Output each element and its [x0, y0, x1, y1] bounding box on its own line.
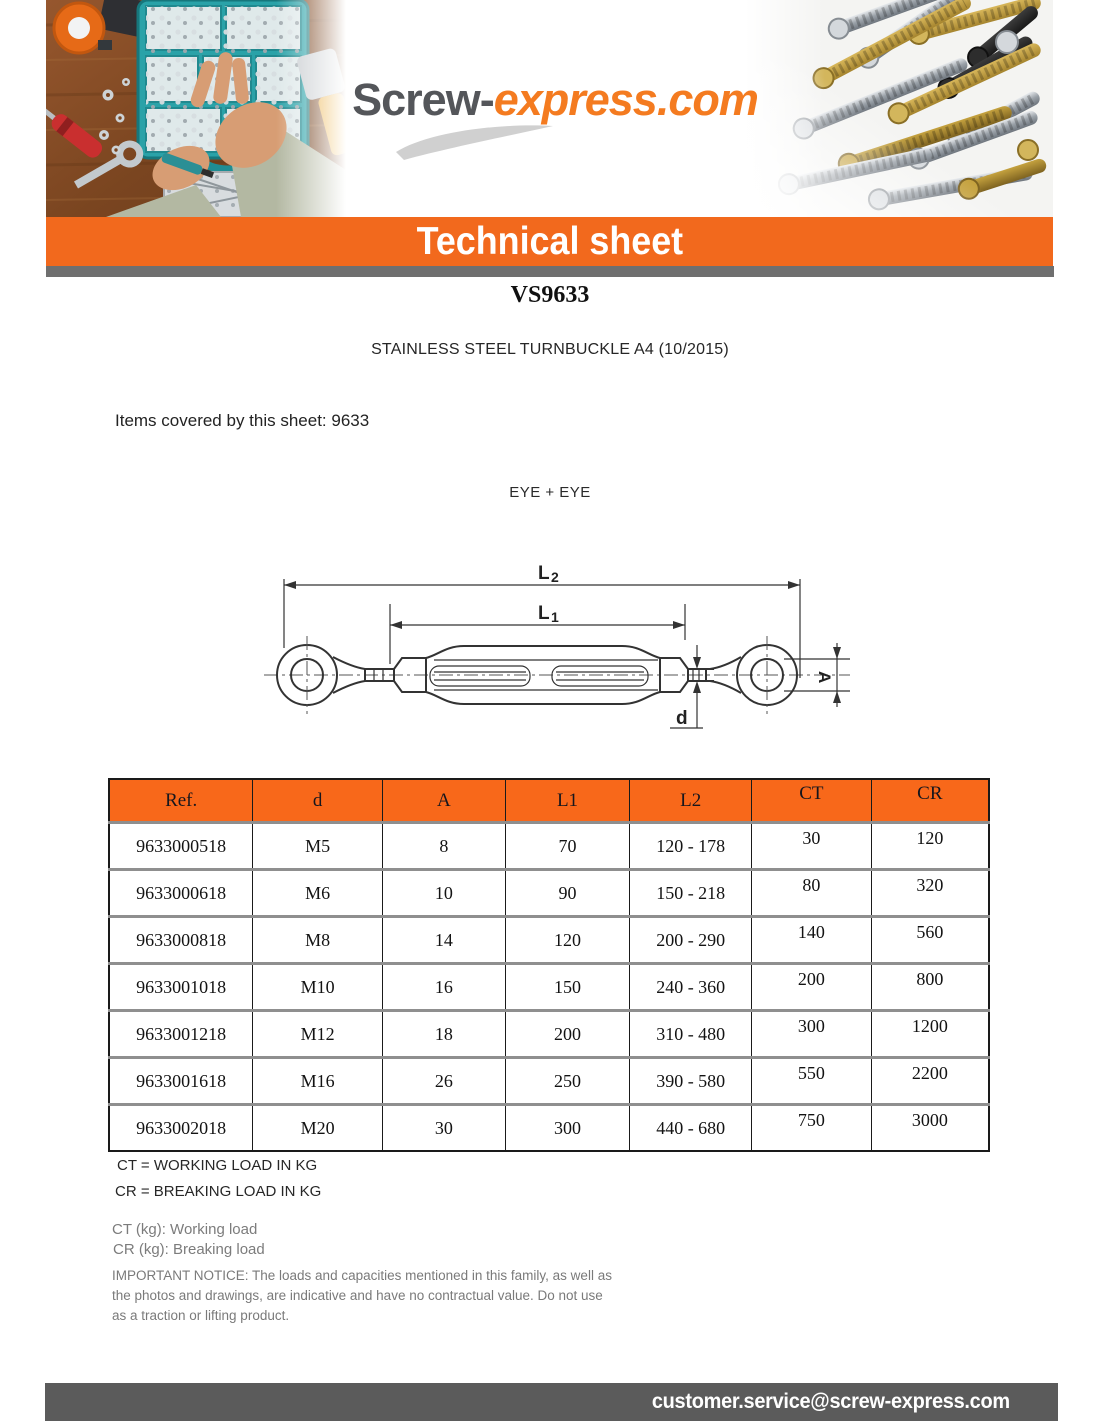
- workbench-photo: [46, 0, 346, 217]
- table-row: [109, 1058, 989, 1105]
- cell-ct: 550: [752, 1058, 872, 1105]
- cell-cr: 120: [871, 823, 989, 870]
- cell-l1: 90: [505, 870, 630, 917]
- cell-l2: 310 - 480: [630, 1011, 752, 1058]
- table-row: [109, 964, 989, 1011]
- important-notice: IMPORTANT NOTICE: The loads and capacities mentioned in this family, as well as the photos and drawings, are indicative and have no contractual value. Do not use as a traction or lifting product.: [112, 1268, 612, 1323]
- spec-table-header-row: [109, 779, 989, 823]
- col-header-cr: CR: [871, 779, 989, 823]
- cell-ct: 750: [752, 1105, 872, 1152]
- cell-a: 26: [383, 1058, 506, 1105]
- cell-cr: 320: [871, 870, 989, 917]
- turnbuckle-technical-drawing: [262, 552, 852, 737]
- ct-definition: CT = WORKING LOAD IN KG: [117, 1157, 318, 1174]
- banner-underline: [46, 266, 1054, 277]
- cell-ct: 80: [752, 870, 872, 917]
- cell-l1: 150: [505, 964, 630, 1011]
- logo-swoosh: [388, 122, 558, 162]
- page-subtitle: STAINLESS STEEL TURNBUCKLE A4 (10/2015): [371, 341, 729, 358]
- cell-a: 10: [383, 870, 506, 917]
- cell-ref: 9633002018: [109, 1105, 253, 1152]
- cell-l1: 120: [505, 917, 630, 964]
- cell-ref: 9633000818: [109, 917, 253, 964]
- table-row: [109, 1105, 989, 1152]
- spec-table: [108, 778, 990, 1152]
- screw-pile-photo: [745, 0, 1053, 217]
- cr-kg-note: CR (kg): Breaking load: [113, 1241, 265, 1258]
- table-row: [109, 1011, 989, 1058]
- brand-logo: [340, 74, 770, 126]
- cell-cr: 560: [871, 917, 989, 964]
- cell-cr: 1200: [871, 1011, 989, 1058]
- cell-ref: 9633001218: [109, 1011, 253, 1058]
- cell-a: 30: [383, 1105, 506, 1152]
- dim-a-label: A: [815, 671, 834, 684]
- dim-l2-sub: 2: [551, 569, 559, 585]
- dim-l1-label: L: [538, 603, 550, 624]
- cell-ref: 9633001618: [109, 1058, 253, 1105]
- cell-d: M16: [253, 1058, 383, 1105]
- table-row: [109, 870, 989, 917]
- cell-ct: 140: [752, 917, 872, 964]
- cell-ref: 9633001018: [109, 964, 253, 1011]
- cell-l2: 440 - 680: [630, 1105, 752, 1152]
- col-header-d: d: [253, 779, 383, 823]
- dim-d-label: d: [676, 708, 688, 729]
- cell-d: M20: [253, 1105, 383, 1152]
- cell-a: 14: [383, 917, 506, 964]
- cell-ref: 9633000518: [109, 823, 253, 870]
- cell-cr: 800: [871, 964, 989, 1011]
- cell-l1: 300: [505, 1105, 630, 1152]
- cell-ct: 30: [752, 823, 872, 870]
- banner-title: Technical sheet: [416, 220, 683, 263]
- cell-d: M8: [253, 917, 383, 964]
- cell-l2: 150 - 218: [630, 870, 752, 917]
- customer-service-email: customer.service@screw-express.com: [651, 1390, 1010, 1413]
- cell-d: M10: [253, 964, 383, 1011]
- cell-l1: 200: [505, 1011, 630, 1058]
- items-covered-line: Items covered by this sheet: 9633: [115, 411, 370, 430]
- brand-name-secondary: express.com: [493, 74, 758, 125]
- cell-l1: 250: [505, 1058, 630, 1105]
- cell-a: 18: [383, 1011, 506, 1058]
- brand-name-primary: Screw-: [352, 74, 494, 125]
- cell-ct: 300: [752, 1011, 872, 1058]
- cell-a: 16: [383, 964, 506, 1011]
- cell-l2: 200 - 290: [630, 917, 752, 964]
- col-header-l1: L1: [505, 779, 630, 823]
- cell-d: M5: [253, 823, 383, 870]
- footer-bar: [45, 1383, 1058, 1421]
- variant-label: EYE + EYE: [509, 484, 591, 501]
- dim-l1-sub: 1: [551, 609, 559, 625]
- ct-kg-note: CT (kg): Working load: [112, 1221, 258, 1238]
- page-title: VS9633: [510, 282, 590, 308]
- cell-l1: 70: [505, 823, 630, 870]
- col-header-ct: CT: [752, 779, 872, 823]
- cell-l2: 240 - 360: [630, 964, 752, 1011]
- col-header-ref: Ref.: [109, 779, 253, 823]
- table-row: [109, 823, 989, 870]
- cell-ct: 200: [752, 964, 872, 1011]
- cell-d: M12: [253, 1011, 383, 1058]
- cell-l2: 120 - 178: [630, 823, 752, 870]
- cr-definition: CR = BREAKING LOAD IN KG: [115, 1183, 322, 1200]
- table-row: [109, 917, 989, 964]
- cell-cr: 3000: [871, 1105, 989, 1152]
- cell-ref: 9633000618: [109, 870, 253, 917]
- cell-l2: 390 - 580: [630, 1058, 752, 1105]
- col-header-a: A: [383, 779, 506, 823]
- cell-cr: 2200: [871, 1058, 989, 1105]
- dim-l2-label: L: [538, 563, 550, 584]
- cell-a: 8: [383, 823, 506, 870]
- cell-d: M6: [253, 870, 383, 917]
- technical-sheet-banner: [46, 217, 1053, 266]
- col-header-l2: L2: [630, 779, 752, 823]
